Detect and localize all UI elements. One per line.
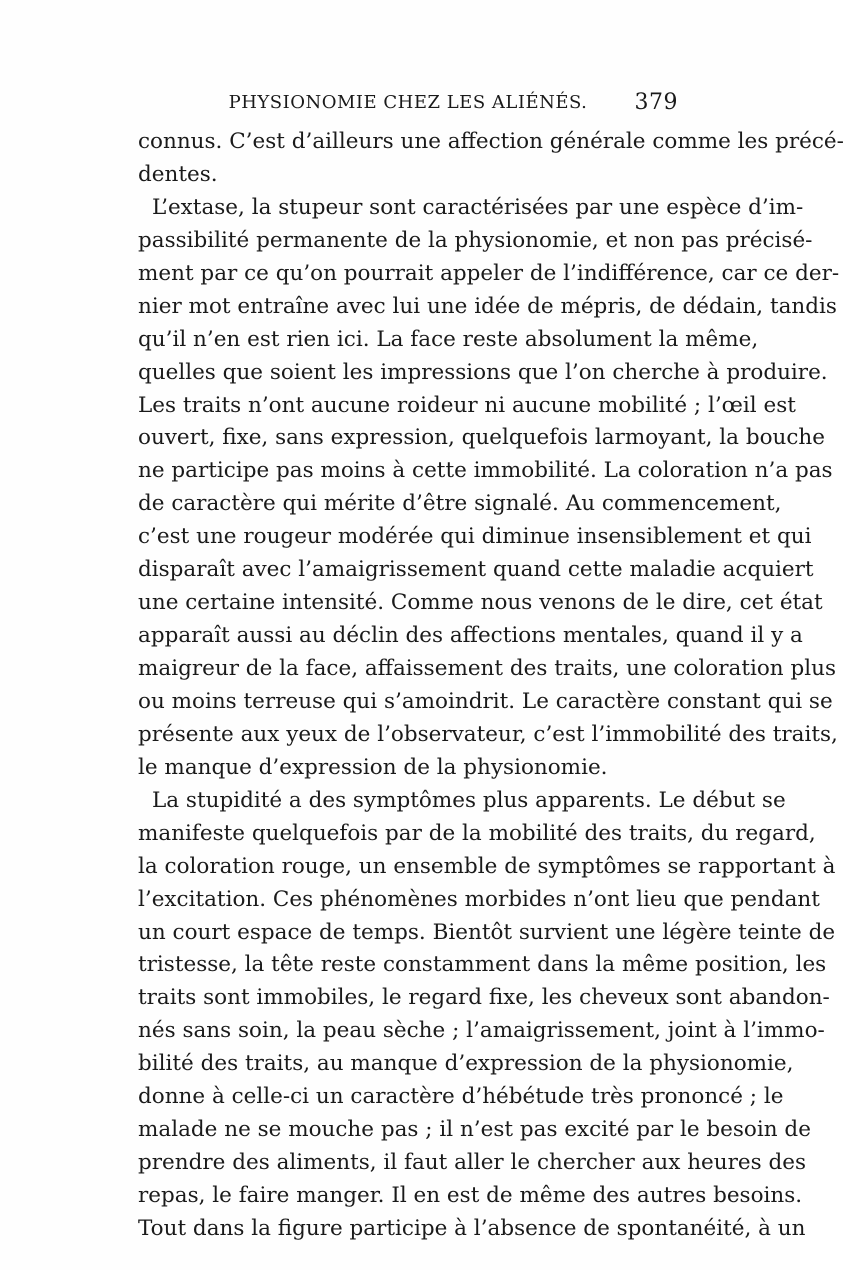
text-line: apparaît aussi au déclin des affections mentales, quand il y a bbox=[138, 623, 803, 649]
text-line: traits sont immobiles, le regard fixe, les cheveux sont abandon- bbox=[138, 985, 830, 1011]
running-title: PHYSIONOMIE CHEZ LES ALIÉNÉS. bbox=[228, 92, 588, 113]
text-line: repas, le faire manger. Il en est de même des autres besoins. bbox=[138, 1183, 803, 1208]
text-line: une certaine intensité. Comme nous venons de le dire, cet état bbox=[138, 590, 823, 616]
text-line: La stupidité a des symptômes plus apparents. Le début se bbox=[152, 787, 786, 813]
text-line: ouvert, fixe, sans expression, quelquefois larmoyant, la bouche bbox=[138, 425, 825, 451]
text-line: manifeste quelquefois par de la mobilité des traits, du regard, bbox=[138, 820, 816, 846]
text-line: c’est une rougeur modérée qui diminue insensiblement et qui bbox=[138, 524, 812, 550]
text-line: présente aux yeux de l’observateur, c’est l’immobilité des traits, bbox=[138, 721, 838, 747]
text-line: ou moins terreuse qui s’amoindrit. Le caractère constant qui se bbox=[138, 688, 833, 714]
text-line: connus. C’est d’ailleurs une affection générale comme les précé- bbox=[138, 129, 844, 154]
text-line: Tout dans la figure participe à l’absence de spontanéité, à un bbox=[138, 1215, 806, 1241]
text-line: quelles que soient les impressions que l’on cherche à produire. bbox=[138, 359, 828, 385]
text-line: l’excitation. Ces phénomènes morbides n’ont lieu que pendant bbox=[138, 886, 820, 912]
text-line: un court espace de temps. Bientôt survient une légère teinte de bbox=[138, 919, 836, 945]
text-line: donne à celle-ci un caractère d’hébétude très prononcé ; le bbox=[138, 1084, 784, 1110]
text-line: dentes. bbox=[138, 161, 218, 187]
text-line: ment par ce qu’on pourrait appeler de l’indifférence, car ce der- bbox=[138, 260, 840, 286]
running-head bbox=[138, 92, 678, 122]
text-line: tristesse, la tête reste constamment dans la même position, les bbox=[138, 952, 827, 978]
text-line: Les traits n’ont aucune roideur ni aucune mobilité ; l’œil est bbox=[138, 392, 796, 418]
text-line: L’extase, la stupeur sont caractérisées par une espèce d’im- bbox=[152, 194, 804, 220]
page-number: 379 bbox=[634, 90, 678, 115]
text-line: maigreur de la face, affaissement des traits, une coloration plus bbox=[138, 656, 836, 681]
body-text bbox=[138, 126, 844, 1246]
text-line: bilité des traits, au manque d’expression de la physionomie, bbox=[138, 1051, 794, 1077]
text-line: le manque d’expression de la physionomie. bbox=[138, 754, 608, 780]
text-line: nier mot entraîne avec lui une idée de mépris, de dédain, tandis bbox=[138, 293, 837, 319]
text-line: ne participe pas moins à cette immobilité. La coloration n’a pas bbox=[138, 458, 833, 484]
text-line: prendre des aliments, il faut aller le chercher aux heures des bbox=[138, 1150, 807, 1176]
text-line: passibilité permanente de la physionomie, et non pas précisé- bbox=[138, 227, 813, 253]
text-line: qu’il n’en est rien ici. La face reste absolument la même, bbox=[138, 326, 759, 352]
text-line: la coloration rouge, un ensemble de symptômes se rapportant à bbox=[138, 853, 836, 879]
text-line: nés sans soin, la peau sèche ; l’amaigrissement, joint à l’immo- bbox=[138, 1018, 825, 1044]
text-line: disparaît avec l’amaigrissement quand cette maladie acquiert bbox=[138, 557, 814, 583]
text-line: de caractère qui mérite d’être signalé. Au commencement, bbox=[138, 491, 782, 517]
text-line: malade ne se mouche pas ; il n’est pas excité par le besoin de bbox=[138, 1117, 811, 1143]
